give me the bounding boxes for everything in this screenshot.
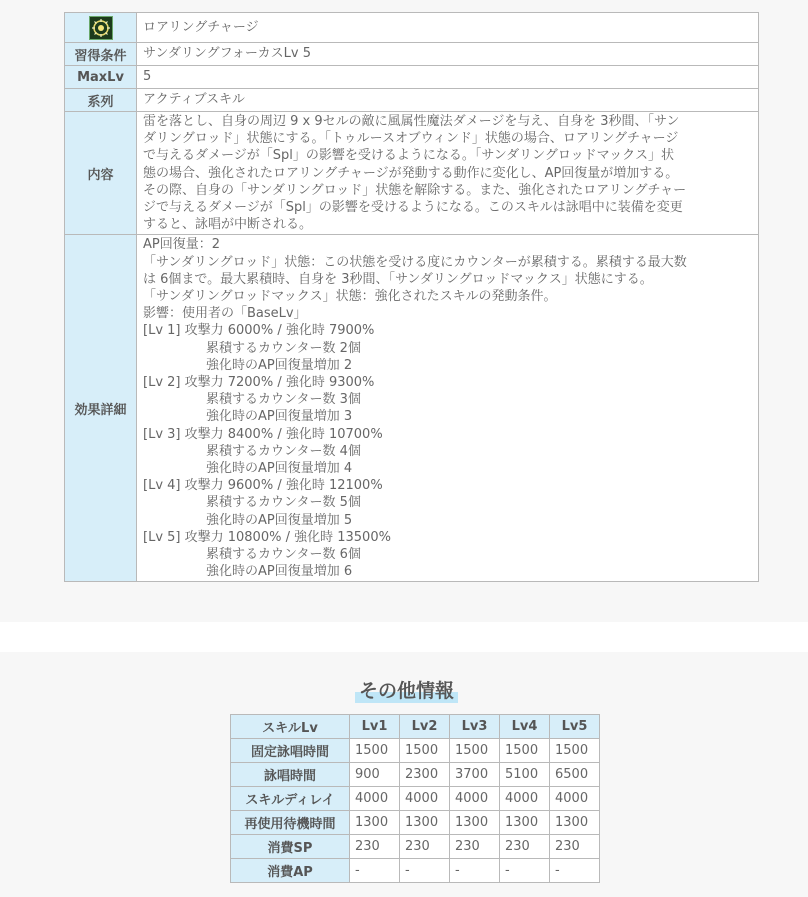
table-row: [231, 763, 600, 787]
cell: 6500: [550, 763, 600, 787]
effect-text: [137, 235, 759, 582]
header-lv3: Lv3: [450, 715, 500, 739]
maxlv-value: 5: [137, 66, 759, 89]
header-lv5: Lv5: [550, 715, 600, 739]
cell: 3700: [450, 763, 500, 787]
effect-label: 効果詳細: [65, 235, 137, 582]
level-detail-line: 累積するカウンター数 6個: [206, 547, 361, 563]
content-row: [65, 112, 759, 235]
skill-detail-table: [64, 12, 759, 582]
level-line: [Lv 3] 攻撃力 8400% / 強化時 10700%: [143, 426, 383, 442]
header-lv4: Lv4: [500, 715, 550, 739]
cell: 2300: [400, 763, 450, 787]
cell: 1300: [400, 811, 450, 835]
cell: -: [500, 859, 550, 883]
effect-line: 「サンダリングロッドマックス」状態：強化されたスキルの発動条件。: [143, 289, 557, 305]
level-detail-line: 強化時のAP回復量増加 5: [206, 512, 353, 528]
header-skill-lv: スキルLv: [231, 715, 350, 739]
effect-line: 影響：使用者の「BaseLv」: [143, 306, 307, 322]
level-detail-line: 累積するカウンター数 4個: [206, 443, 361, 459]
row-label-sp: 消費SP: [231, 835, 350, 859]
maxlv-label: MaxLv: [65, 66, 137, 89]
level-detail-line: 累積するカウンター数 3個: [206, 392, 361, 408]
skill-name: ロアリングチャージ: [137, 13, 759, 43]
cell: 4000: [350, 787, 400, 811]
skill-name-row: [65, 13, 759, 43]
cell: 4000: [550, 787, 600, 811]
effect-line: 「サンダリングロッド」状態：この状態を受ける度にカウンターが累積する。累積する最大数: [143, 254, 687, 270]
other-info-title: その他情報: [355, 676, 458, 703]
effect-line: は 6個まで。最大累積時、自身を 3秒間、「サンダリングロッドマックス」状態にする。: [143, 271, 653, 287]
content-line: で与えるダメージが「Spl」の影響を受けるようになる。「サンダリングロッドマックス」状: [143, 148, 675, 164]
level-detail-line: 強化時のAP回復量増加 4: [206, 461, 353, 477]
row-label-fixed-cast: 固定詠唱時間: [231, 739, 350, 763]
effect-row: [65, 235, 759, 582]
content-line: ダリングロッド」状態にする。「トゥルースオブウィンド」状態の場合、ロアリングチャージ: [143, 131, 679, 147]
cell: 1300: [350, 811, 400, 835]
level-detail-line: 累積するカウンター数 2個: [206, 340, 361, 356]
table-row: [231, 787, 600, 811]
cell: -: [400, 859, 450, 883]
cell: 4000: [450, 787, 500, 811]
cell: 230: [450, 835, 500, 859]
other-header-row: [231, 715, 600, 739]
cell: 1300: [450, 811, 500, 835]
cell: 900: [350, 763, 400, 787]
header-lv1: Lv1: [350, 715, 400, 739]
cell: -: [550, 859, 600, 883]
level-detail-line: 強化時のAP回復量増加 2: [206, 357, 353, 373]
level-line: [Lv 5] 攻撃力 10800% / 強化時 13500%: [143, 529, 391, 545]
cell: 230: [550, 835, 600, 859]
cell: 230: [350, 835, 400, 859]
content-line: 態の場合、強化されたロアリングチャージが発動する動作に変化し、AP回復量が増加する。: [143, 165, 679, 181]
cell: 4000: [500, 787, 550, 811]
content-text: [137, 112, 759, 235]
cell: 5100: [500, 763, 550, 787]
cell: 1300: [500, 811, 550, 835]
cell: -: [350, 859, 400, 883]
cell: 230: [400, 835, 450, 859]
maxlv-row: [65, 66, 759, 89]
requirement-label: 習得条件: [65, 43, 137, 66]
row-label-delay: スキルディレイ: [231, 787, 350, 811]
level-line: [Lv 4] 攻撃力 9600% / 強化時 12100%: [143, 478, 383, 494]
type-label: 系列: [65, 89, 137, 112]
cell: 4000: [400, 787, 450, 811]
effect-line: AP回復量：2: [143, 237, 221, 253]
level-detail-line: 累積するカウンター数 5個: [206, 495, 361, 511]
header-lv2: Lv2: [400, 715, 450, 739]
level-detail-line: 強化時のAP回復量増加 6: [206, 564, 353, 580]
content-label: 内容: [65, 112, 137, 235]
table-row: [231, 835, 600, 859]
content-line: その際、自身の「サンダリングロッド」状態を解除する。また、強化されたロアリングチャー: [143, 182, 687, 198]
cell: -: [450, 859, 500, 883]
skill-icon-cell: [65, 13, 137, 43]
level-line: [Lv 2] 攻撃力 7200% / 強化時 9300%: [143, 375, 375, 391]
row-label-cast: 詠唱時間: [231, 763, 350, 787]
cell: 230: [500, 835, 550, 859]
cell: 1500: [500, 739, 550, 763]
table-row: [231, 859, 600, 883]
cell: 1500: [400, 739, 450, 763]
type-value: アクティブスキル: [137, 89, 759, 112]
cell: 1500: [450, 739, 500, 763]
table-row: [231, 811, 600, 835]
row-label-cooldown: 再使用待機時間: [231, 811, 350, 835]
type-row: [65, 89, 759, 112]
requirement-row: [65, 43, 759, 66]
lightning-skill-icon: [89, 16, 113, 40]
content-line: すると、詠唱が中断される。: [143, 217, 313, 233]
requirement-value: サンダリングフォーカスLv 5: [137, 43, 759, 66]
table-row: [231, 739, 600, 763]
row-label-ap: 消費AP: [231, 859, 350, 883]
cell: 1500: [550, 739, 600, 763]
level-detail-line: 強化時のAP回復量増加 3: [206, 409, 353, 425]
cell: 1500: [350, 739, 400, 763]
level-line: [Lv 1] 攻撃力 6000% / 強化時 7900%: [143, 323, 375, 339]
other-info-table: [230, 714, 600, 883]
content-line: ジで与えるダメージが「Spl」の影響を受けるようになる。このスキルは詠唱中に装備を変更: [143, 200, 683, 216]
content-line: 雷を落とし、自身の周辺 9 x 9セルの敵に風属性魔法ダメージを与え、自身を 3秒間、「サン: [143, 114, 680, 129]
cell: 1300: [550, 811, 600, 835]
